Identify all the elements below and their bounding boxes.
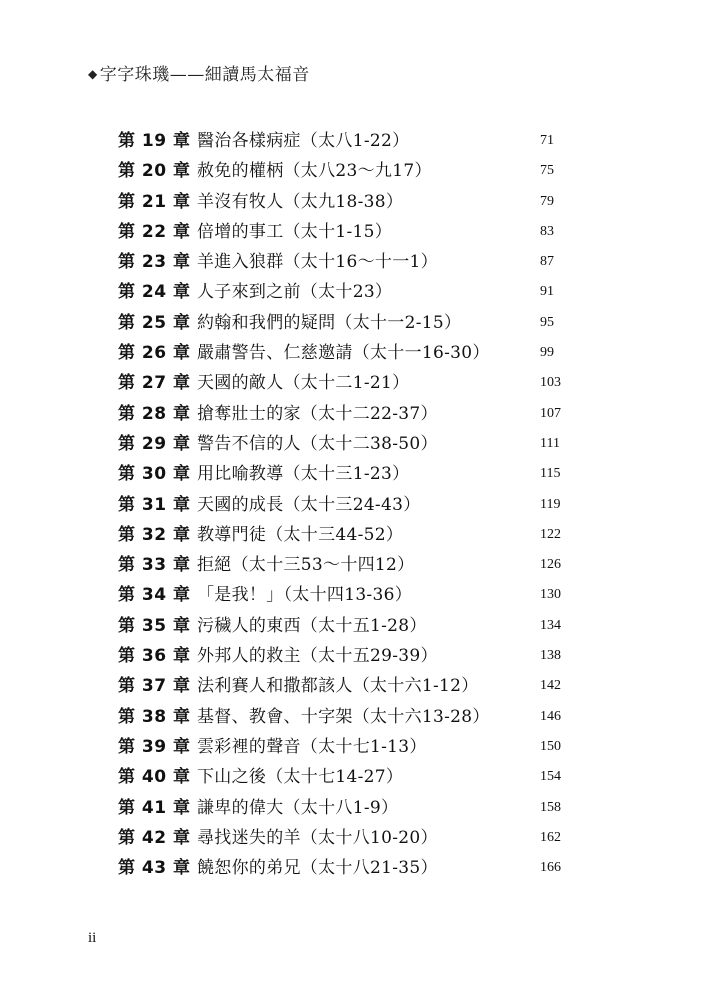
chapter-title: 尋找迷失的羊（太十八10-20）: [197, 827, 438, 848]
page-number: 95: [540, 314, 554, 330]
chapter-number: 第 36 章: [118, 646, 191, 667]
chapter-title: 羊進入狼群（太十16～十一1）: [197, 252, 438, 273]
toc-entry[interactable]: [0, 338, 714, 368]
page-number: 142: [540, 678, 561, 694]
page-number: 87: [540, 254, 554, 270]
chapter-number: 第 25 章: [118, 312, 191, 333]
page-number: 91: [540, 284, 554, 300]
toc-entry[interactable]: [0, 762, 714, 792]
chapter-title: 醫治各樣病症（太八1-22）: [197, 131, 410, 151]
page-number: 115: [540, 466, 561, 482]
toc-entry[interactable]: [0, 853, 714, 883]
page-number: 83: [540, 223, 554, 239]
toc-entry[interactable]: [0, 732, 714, 762]
toc-entry[interactable]: [0, 550, 714, 580]
page-number: 154: [540, 769, 561, 785]
page-number: 162: [540, 829, 561, 845]
page-number: 122: [540, 526, 561, 542]
page-number: 138: [540, 648, 561, 664]
toc-entry[interactable]: [0, 671, 714, 701]
chapter-title: 天國的敵人（太十二1-21）: [197, 373, 410, 394]
chapter-number: 第 29 章: [118, 433, 191, 454]
chapter-number: 第 32 章: [118, 524, 191, 545]
diamond-icon: ◆: [88, 67, 98, 81]
chapter-number: 第 26 章: [118, 343, 191, 364]
chapter-title: 法利賽人和撒都該人（太十六1-12）: [197, 676, 479, 697]
toc-entry[interactable]: [0, 308, 714, 338]
chapter-title: 外邦人的救主（太十五29-39）: [197, 646, 438, 667]
running-header-title: 字字珠璣——細讀馬太福音: [99, 65, 310, 85]
chapter-number: 第 34 章: [118, 585, 191, 606]
page-number: 75: [540, 163, 554, 179]
chapter-title: 赦免的權柄（太八23～九17）: [197, 161, 432, 182]
chapter-number: 第 28 章: [118, 403, 191, 424]
toc-entry[interactable]: [0, 156, 714, 186]
chapter-title: 羊沒有牧人（太九18-38）: [197, 191, 404, 212]
chapter-number: 第 38 章: [118, 706, 191, 727]
chapter-title: 拒絕（太十三53～十四12）: [197, 555, 415, 576]
chapter-number: 第 35 章: [118, 615, 191, 636]
toc-entry[interactable]: [0, 217, 714, 247]
toc-entry[interactable]: [0, 247, 714, 277]
page-number: 134: [540, 617, 561, 633]
chapter-title: 警告不信的人（太十二38-50）: [197, 433, 438, 454]
chapter-number: 第 37 章: [118, 676, 191, 697]
chapter-number: 第 40 章: [118, 767, 191, 788]
page-number: 103: [540, 375, 561, 391]
page-number: 158: [540, 799, 561, 815]
chapter-number: 第 22 章: [118, 221, 191, 242]
page-number: 79: [540, 193, 554, 209]
toc-entry[interactable]: [0, 490, 714, 520]
chapter-number: 第 30 章: [118, 464, 191, 485]
toc-entry[interactable]: [0, 641, 714, 671]
chapter-number: 第 23 章: [118, 252, 191, 273]
page-number: 107: [540, 405, 561, 421]
chapter-title: 下山之後（太十七14-27）: [197, 767, 404, 788]
chapter-number: 第 33 章: [118, 555, 191, 576]
running-header: [88, 60, 310, 85]
chapter-number: 第 31 章: [118, 494, 191, 515]
table-of-contents: [0, 126, 714, 883]
toc-entry[interactable]: [0, 277, 714, 307]
chapter-number: 第 41 章: [118, 797, 191, 818]
chapter-number: 第 19 章: [118, 131, 191, 151]
page-number: 99: [540, 345, 554, 361]
chapter-title: 倍增的事工（太十1-15）: [197, 221, 393, 242]
chapter-number: 第 39 章: [118, 736, 191, 757]
page-number: 119: [540, 496, 561, 512]
chapter-number: 第 21 章: [118, 191, 191, 212]
toc-entry[interactable]: [0, 823, 714, 853]
page-number: 166: [540, 860, 561, 876]
page-number: 126: [540, 557, 561, 573]
chapter-title: 饒恕你的弟兄（太十八21-35）: [197, 858, 438, 879]
chapter-title: 天國的成長（太十三24-43）: [197, 494, 421, 515]
page-number: 71: [540, 133, 554, 148]
chapter-title: 污穢人的東西（太十五1-28）: [197, 615, 427, 636]
chapter-title: 雲彩裡的聲音（太十七1-13）: [197, 736, 427, 757]
toc-entry[interactable]: [0, 520, 714, 550]
chapter-number: 第 43 章: [118, 858, 191, 879]
chapter-title: 謙卑的偉大（太十八1-9）: [197, 797, 399, 818]
toc-entry[interactable]: [0, 580, 714, 610]
chapter-number: 第 27 章: [118, 373, 191, 394]
toc-entry[interactable]: [0, 187, 714, 217]
chapter-number: 第 20 章: [118, 161, 191, 182]
chapter-title: 嚴肅警告、仁慈邀請（太十一16-30）: [197, 343, 490, 364]
chapter-title: 搶奪壯士的家（太十二22-37）: [197, 403, 438, 424]
toc-entry[interactable]: [0, 399, 714, 429]
toc-entry[interactable]: [0, 702, 714, 732]
chapter-title: 約翰和我們的疑問（太十一2-15）: [197, 312, 462, 333]
page-number: 111: [540, 435, 560, 451]
toc-entry[interactable]: [0, 459, 714, 489]
chapter-title: 教導門徒（太十三44-52）: [197, 524, 404, 545]
chapter-title: 用比喻教導（太十三1-23）: [197, 464, 410, 485]
toc-entry[interactable]: [0, 368, 714, 398]
toc-entry[interactable]: [0, 611, 714, 641]
chapter-number: 第 42 章: [118, 827, 191, 848]
page-number: 146: [540, 708, 561, 724]
page-folio: ii: [88, 930, 97, 946]
toc-entry[interactable]: [0, 429, 714, 459]
chapter-title: 「是我！」（太十四13-36）: [197, 585, 413, 606]
toc-entry[interactable]: [0, 793, 714, 823]
page-number: 150: [540, 738, 561, 754]
chapter-title: 人子來到之前（太十23）: [197, 282, 393, 303]
chapter-title: 基督、教會、十字架（太十六13-28）: [197, 706, 490, 727]
page-number: 130: [540, 587, 561, 603]
chapter-number: 第 24 章: [118, 282, 191, 303]
toc-entry[interactable]: [0, 126, 714, 156]
